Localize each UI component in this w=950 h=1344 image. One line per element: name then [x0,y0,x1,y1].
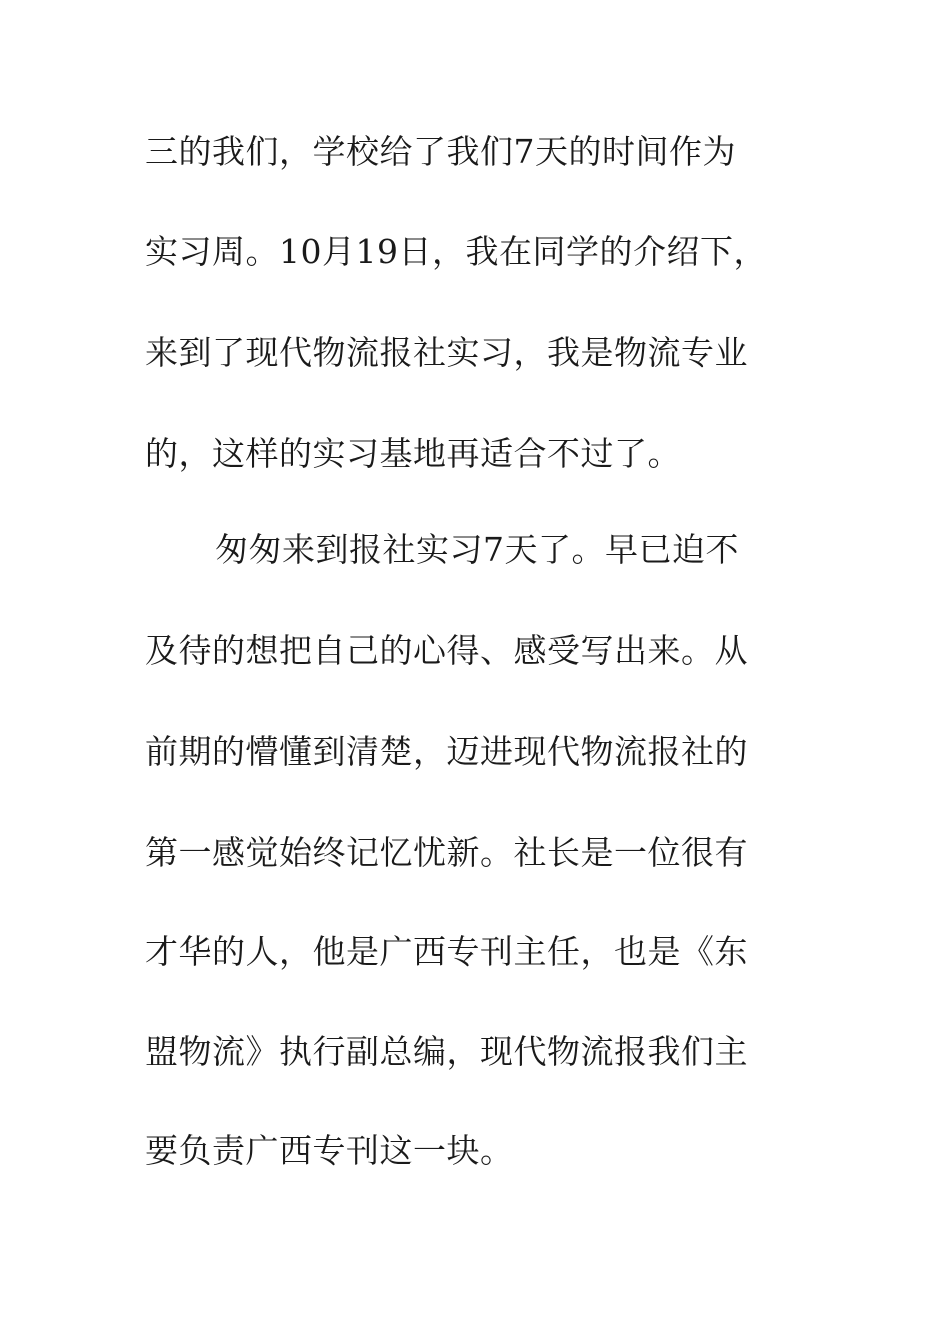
text-line-1: 三的我们，学校给了我们7天的时间作为 [145,132,736,171]
text-line-6: 及待的想把自己的心得、感受写出来。从 [145,631,748,670]
text-line-3: 来到了现代物流报社实习，我是物流专业 [145,333,748,372]
text-line-10: 盟物流》执行副总编，现代物流报我们主 [145,1032,748,1071]
text-line-11: 要负责广西专刊这一块。 [145,1131,514,1170]
text-line-5-paragraph-start: 匆匆来到报社实习7天了。早已迫不 [215,530,739,569]
text-line-9: 才华的人，他是广西专刊主任，也是《东 [145,932,748,971]
text-line-4: 的，这样的实习基地再适合不过了。 [145,434,681,473]
text-line-8: 第一感觉始终记忆忧新。社长是一位很有 [145,833,748,872]
text-line-7: 前期的懵懂到清楚，迈进现代物流报社的 [145,732,748,771]
text-line-2: 实习周。10月19日，我在同学的介绍下， [145,232,767,271]
